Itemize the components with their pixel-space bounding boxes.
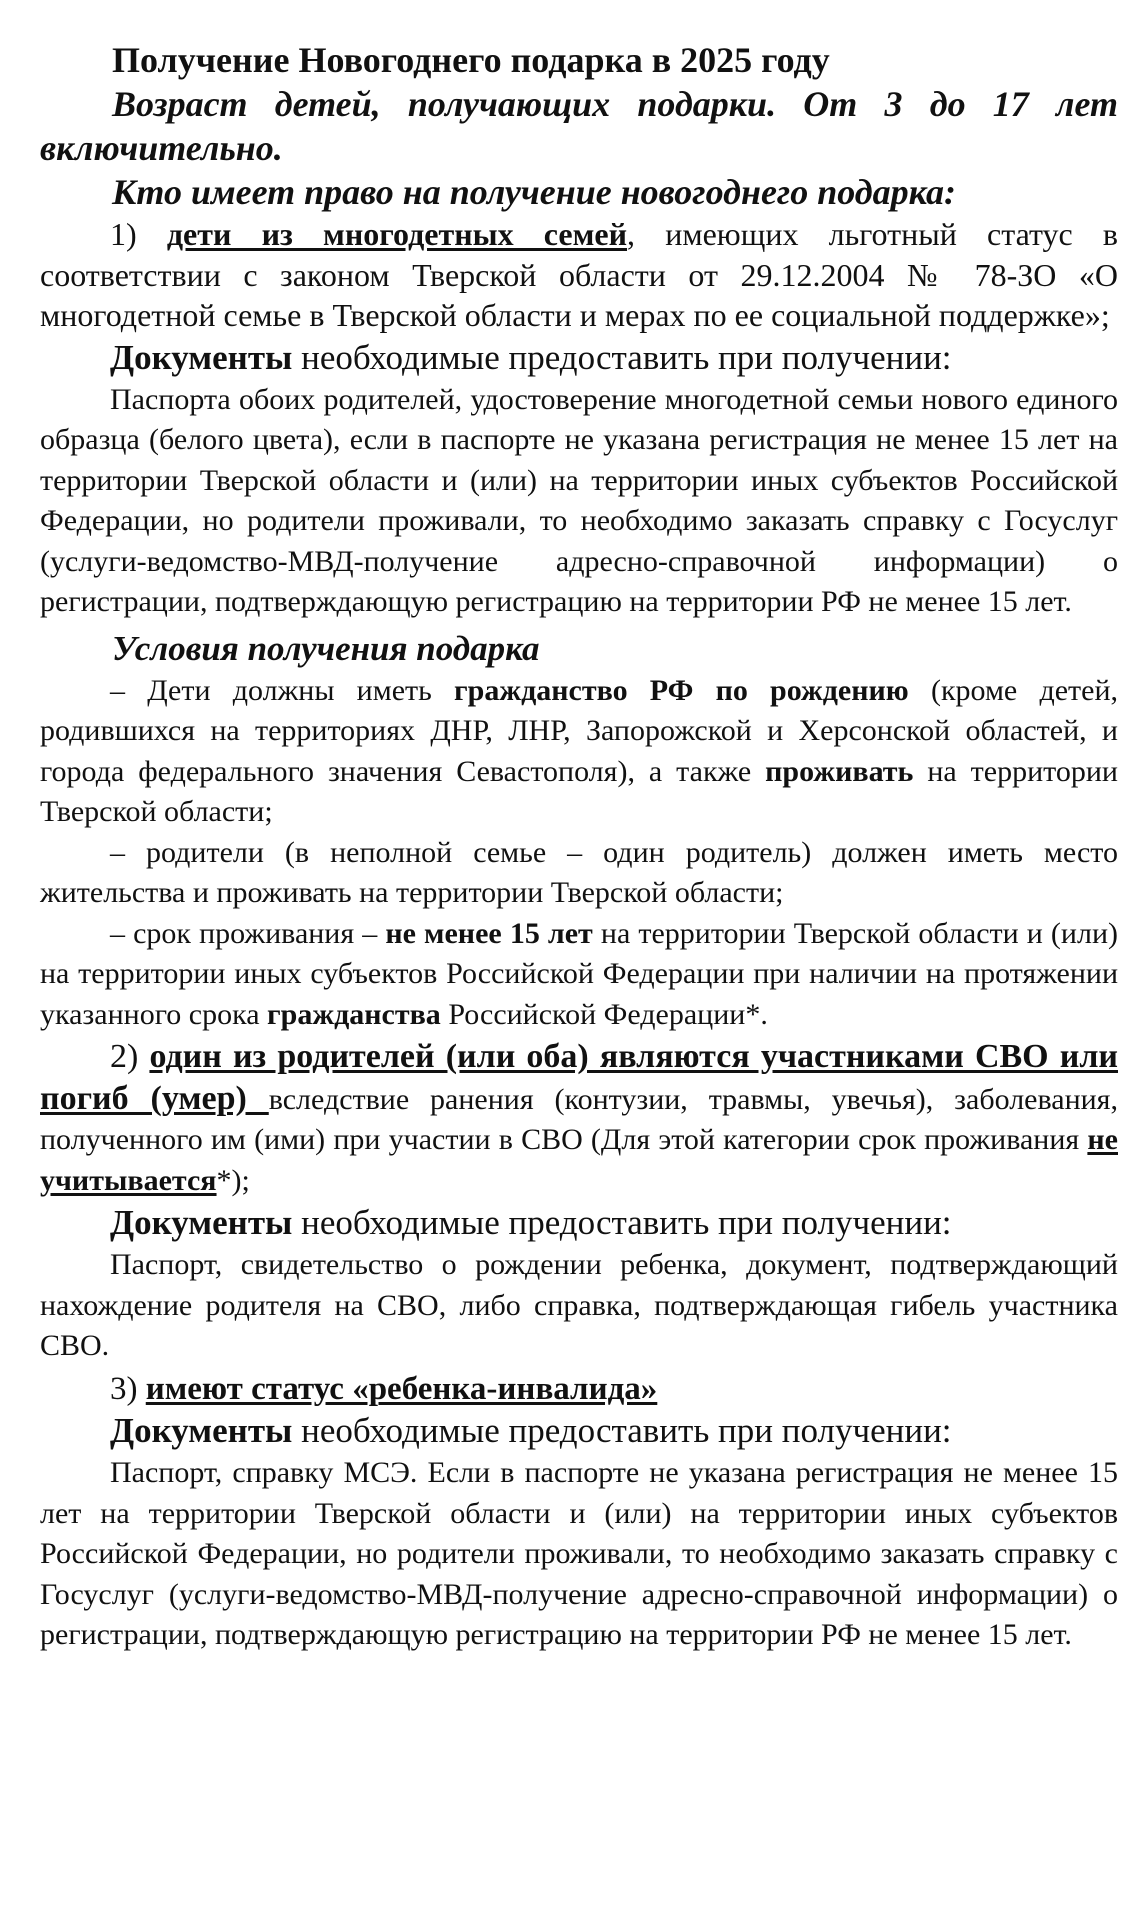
category-3-docs-heading: Документы необходимые предоставить при получении: xyxy=(110,1411,952,1450)
category-2-number: 2) xyxy=(110,1038,150,1075)
who-heading: Кто имеет право на получение новогоднего подарка: xyxy=(112,172,956,212)
category-1-label: дети из многодетных семей xyxy=(166,216,628,252)
category-1-docs-text: Паспорта обоих родителей, удостоверение многодетной семьи нового единого образца (белого цвета), если в паспорте не указана регистрация не менее 15 лет на территории Тверской области и (или) на территории иных субъектов Российской Федерации, но родители проживали, то необходимо заказать справку с Госуслуг (услуги-ведомство-МВД-получение адресно-справочной информации) о регистрации, подтверждающую регистрацию на территории РФ не менее 15 лет. xyxy=(40,382,1118,618)
category-1-docs-heading: Документы необходимые предоставить при получении: xyxy=(110,337,952,377)
page-title: Получение Новогоднего подарка в 2025 году xyxy=(112,40,830,80)
category-3-number: 3) xyxy=(110,1370,146,1407)
category-3-docs-text: Паспорт, справку МСЭ. Если в паспорте не указана регистрация не менее 15 лет на территории Тверской области и (или) на территории иных субъектов Российской Федерации, но родители проживали, то необходимо заказать справку с Госуслуг (услуги-ведомство-МВД-получение адресно-справочной информации) о регистрации, подтверждающую регистрацию на территории РФ не менее 15 лет. xyxy=(40,1456,1118,1651)
docs-word: Документы xyxy=(110,337,293,377)
category-2-docs-heading: Документы необходимые предоставить при получении: xyxy=(110,1203,952,1242)
category-2-label: один из родителей (или оба) являются участниками СВО или погиб (умер) xyxy=(40,1038,1118,1117)
age-line: Возраст детей, получающих подарки. От 3 до 17 лет включительно. xyxy=(40,84,1118,168)
condition-1: – Дети должны иметь гражданство РФ по рождению (кроме детей, родившихся на территориях ДНР, ЛНР, Запорожской и Херсонской областей, и города федерального значения Севастополя), а также проживать на территории Тверской области; xyxy=(40,673,1118,828)
category-1-text: , имеющих льготный статус в соответствии с законом Тверской области от 29.12.2004 № 78-ЗО «О многодетной семье в Тверской области и мерах по ее социальной поддержке»; xyxy=(40,216,1119,333)
category-1-number: 1) xyxy=(110,216,167,252)
category-3 xyxy=(40,1369,1118,1410)
category-3-label: имеют статус «ребенка-инвалида» xyxy=(145,1370,658,1407)
category-1 xyxy=(40,214,1118,336)
condition-3: – срок проживания – не менее 15 лет на территории Тверской области и (или) на территории иных субъектов Российской Федерации при наличии на протяжении указанного срока гражданства Российской Федерации*. xyxy=(40,916,1118,1031)
category-2: 2) один из родителей (или оба) являются участниками СВО или погиб (умер) вследствие ранения (контузии, травмы, увечья), заболевания, полученного им (ими) при участии в СВО (Для этой категории срок проживания не учитывается*); xyxy=(40,1038,1118,1197)
condition-2: – родители (в неполной семье – один родитель) должен иметь место жительства и проживать на территории Тверской области; xyxy=(40,835,1118,909)
category-2-docs-text: Паспорт, свидетельство о рождении ребенка, документ, подтверждающий нахождение родителя на СВО, либо справка, подтверждающая гибель участника СВО. xyxy=(40,1248,1118,1362)
conditions-heading: Условия получения подарка xyxy=(112,628,540,668)
